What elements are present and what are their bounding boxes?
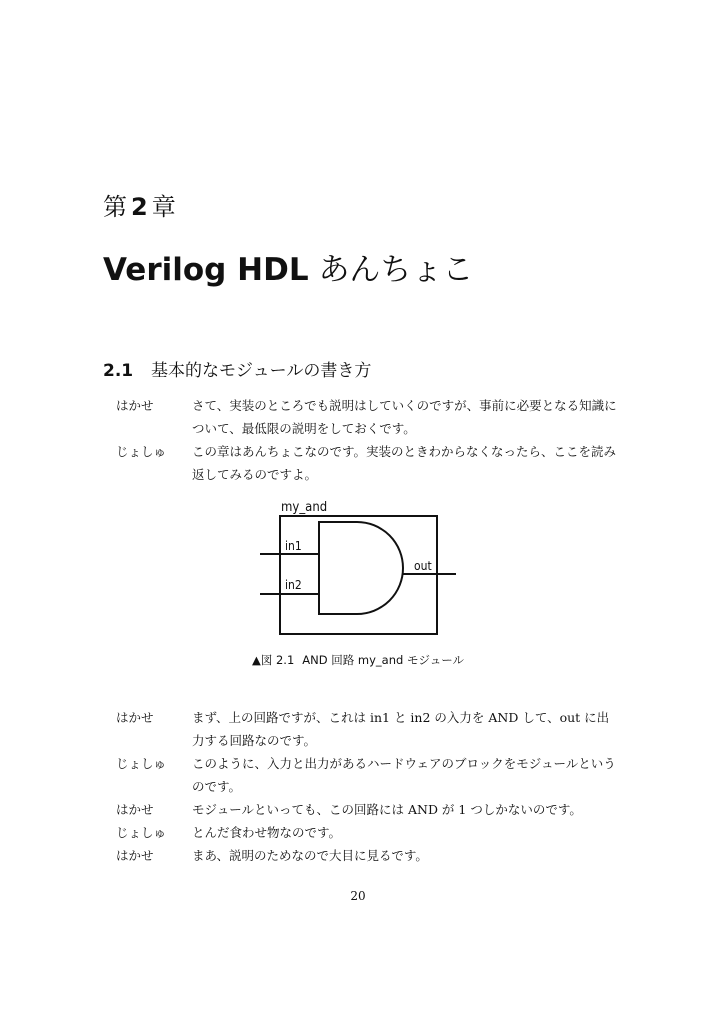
input-1-label: in1 xyxy=(285,539,302,553)
dialog-line xyxy=(116,706,620,752)
section-title: 基本的なモジュールの書き方 xyxy=(151,361,372,381)
chapter-title-bold: Verilog HDL xyxy=(103,252,309,288)
page-number: 20 xyxy=(350,889,366,903)
chapter-title-rest: あんちょこ xyxy=(318,252,474,288)
dialog-text: とんだ食わせ物なのです。 xyxy=(192,825,342,840)
dialog-line xyxy=(116,844,620,867)
dialog-text: このように、入力と出力があるハードウェアのブロックをモジュールというのです。 xyxy=(192,756,616,794)
input-2-label: in2 xyxy=(285,578,302,592)
figure-number: ▲図 2.1 xyxy=(251,653,295,667)
dialog-line xyxy=(116,821,620,844)
chapter-suffix: 章 xyxy=(151,193,176,221)
and-gate xyxy=(319,522,403,614)
dialog-text: さて、実装のところでも説明はしていくのですが、事前に必要となる知識について、最低限の説明をしておくです。 xyxy=(192,398,617,436)
dialog-block-1 xyxy=(116,394,620,486)
dialog-line xyxy=(116,440,620,486)
dialog-speaker: じょしゅ xyxy=(116,756,167,771)
dialog-speaker: はかせ xyxy=(116,710,154,725)
dialog-line xyxy=(116,752,620,798)
and-circuit-figure xyxy=(250,498,470,648)
chapter-number-value: 2 xyxy=(131,193,148,221)
dialog-text: まあ、説明のためなので大目に見るです。 xyxy=(192,848,428,863)
dialog-speaker: はかせ xyxy=(116,848,154,863)
dialog-text: まず、上の回路ですが、これは in1 と in2 の入力を AND して、out に出力する回路なのです。 xyxy=(192,710,610,748)
dialog-line xyxy=(116,394,620,440)
chapter-prefix: 第 xyxy=(103,193,127,221)
dialog-line xyxy=(116,798,620,821)
module-label: my_and xyxy=(281,500,328,515)
section-heading xyxy=(103,358,371,384)
figure-caption xyxy=(200,651,516,669)
dialog-speaker: じょしゅ xyxy=(116,825,167,840)
dialog-speaker: はかせ xyxy=(116,802,154,817)
section-number: 2.1 xyxy=(103,361,134,381)
and-circuit-diagram xyxy=(250,498,470,648)
dialog-speaker: じょしゅ xyxy=(116,444,167,459)
chapter-title xyxy=(103,248,473,292)
dialog-block-2 xyxy=(116,706,620,867)
output-label: out xyxy=(414,559,432,573)
chapter-number xyxy=(103,191,176,223)
dialog-text: モジュールといっても、この回路には AND が 1 つしかないのです。 xyxy=(192,802,582,817)
dialog-speaker: はかせ xyxy=(116,398,154,413)
figure-caption-text: AND 回路 my_and モジュール xyxy=(302,653,465,667)
dialog-text: この章はあんちょこなのです。実装のときわからなくなったら、ここを読み返してみるのですよ。 xyxy=(192,444,617,482)
